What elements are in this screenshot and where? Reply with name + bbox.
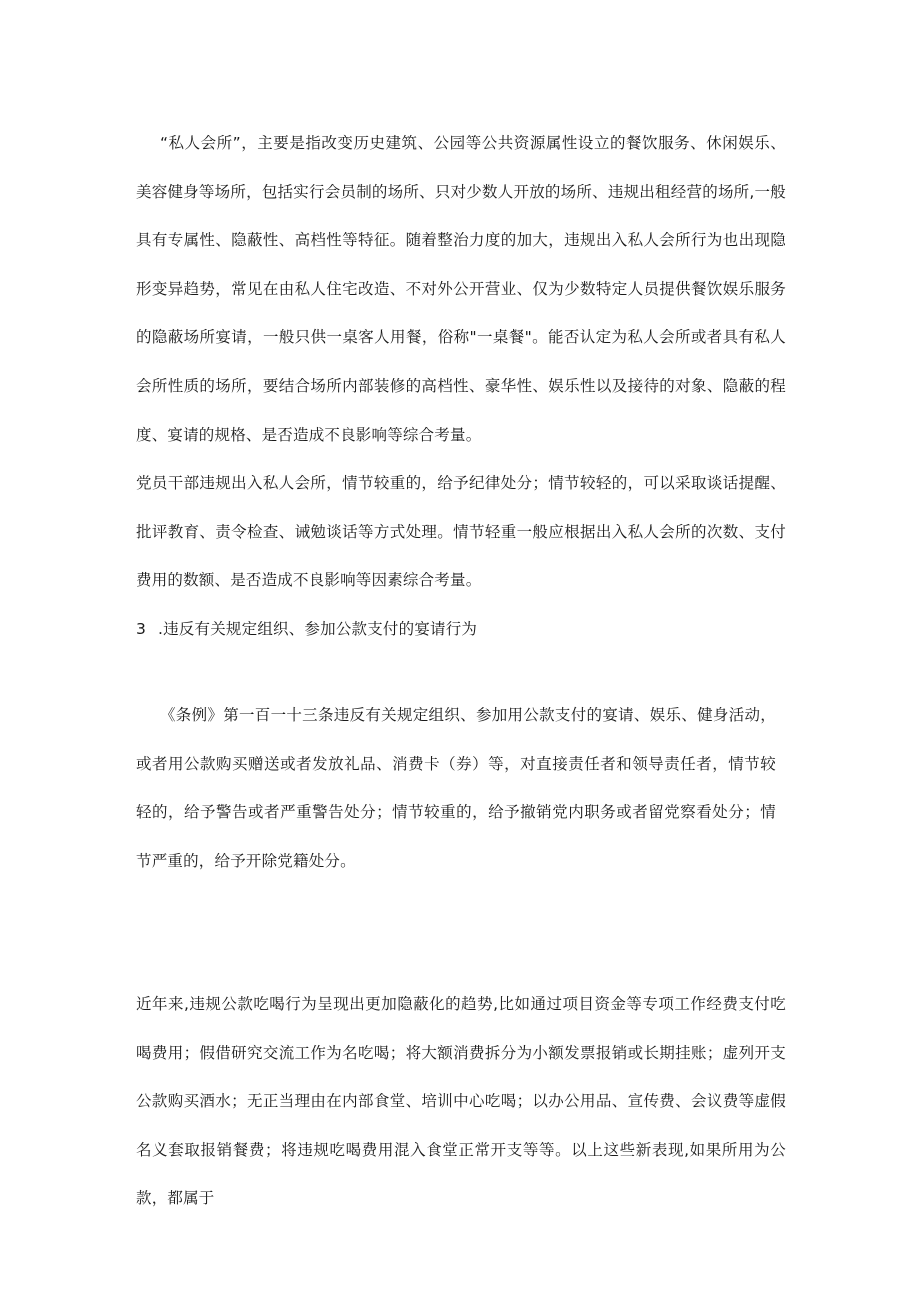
paragraph-hidden-public-dining-trends: 近年来,违规公款吃喝行为呈现出更加隐蔽化的趋势,比如通过项目资金等专项工作经费支付吃喝费用；假借研究交流工作为名吃喝；将大额消费拆分为小额发票报销或长期挂账；虚列开支公款购买酒水；无正当理由在内部食堂、培训中心吃喝；以办公用品、宣传费、会议费等虚假名义套取报销餐费；将违规吃喝费用混入食堂正常开支等等。以上这些新表现,如果所用为公款，都属于 bbox=[136, 995, 786, 1208]
paragraph-private-club-discipline: 党员干部违规出入私人会所，情节较重的，给予纪律处分；情节较轻的，可以采取谈话提醒、批评教育、责令检查、诫勉谈话等方式处理。情节轻重一般应根据出入私人会所的次数、支付费用的数额、是否造成不良影响等因素综合考量。 bbox=[136, 474, 786, 590]
section-heading-text: .违反有关规定组织、参加公款支付的宴请行为 bbox=[158, 620, 478, 638]
section-heading bbox=[136, 605, 786, 654]
paragraph-regulation-article-113: 《条例》第一百一十三条违反有关规定组织、参加用公款支付的宴请、娱乐、健身活动，或者用公款购买赠送或者发放礼品、消费卡（券）等，对直接责任者和领导责任者，情节较轻的，给予警告或者严重警告处分；情节较重的，给予撤销党内职务或者留党察看处分；情节严重的，给予开除党籍处分。 bbox=[136, 706, 776, 870]
paragraph-private-club-definition: “私人会所”，主要是指改变历史建筑、公园等公共资源属性设立的餐饮服务、休闲娱乐、美容健身等场所，包括实行会员制的场所、只对少数人开放的场所、违规出租经营的场所,一般具有专属性、隐蔽性、高档性等特征。随着整治力度的加大，违规出入私人会所行为也出现隐形变异趋势，常见在由私人住宅改造、不对外公开营业、仅为少数特定人员提供餐饮娱乐服务的隐蔽场所宴请，一般只供一桌客人用餐，俗称"一桌餐"。能否认定为私人会所或者具有私人会所性质的场所，要结合场所内部装修的高档性、豪华性、娱乐性以及接待的对象、隐蔽的程度、宴请的规格、是否造成不良影响等综合考量。 bbox=[136, 134, 786, 444]
section-heading-number: 3 bbox=[136, 620, 147, 638]
